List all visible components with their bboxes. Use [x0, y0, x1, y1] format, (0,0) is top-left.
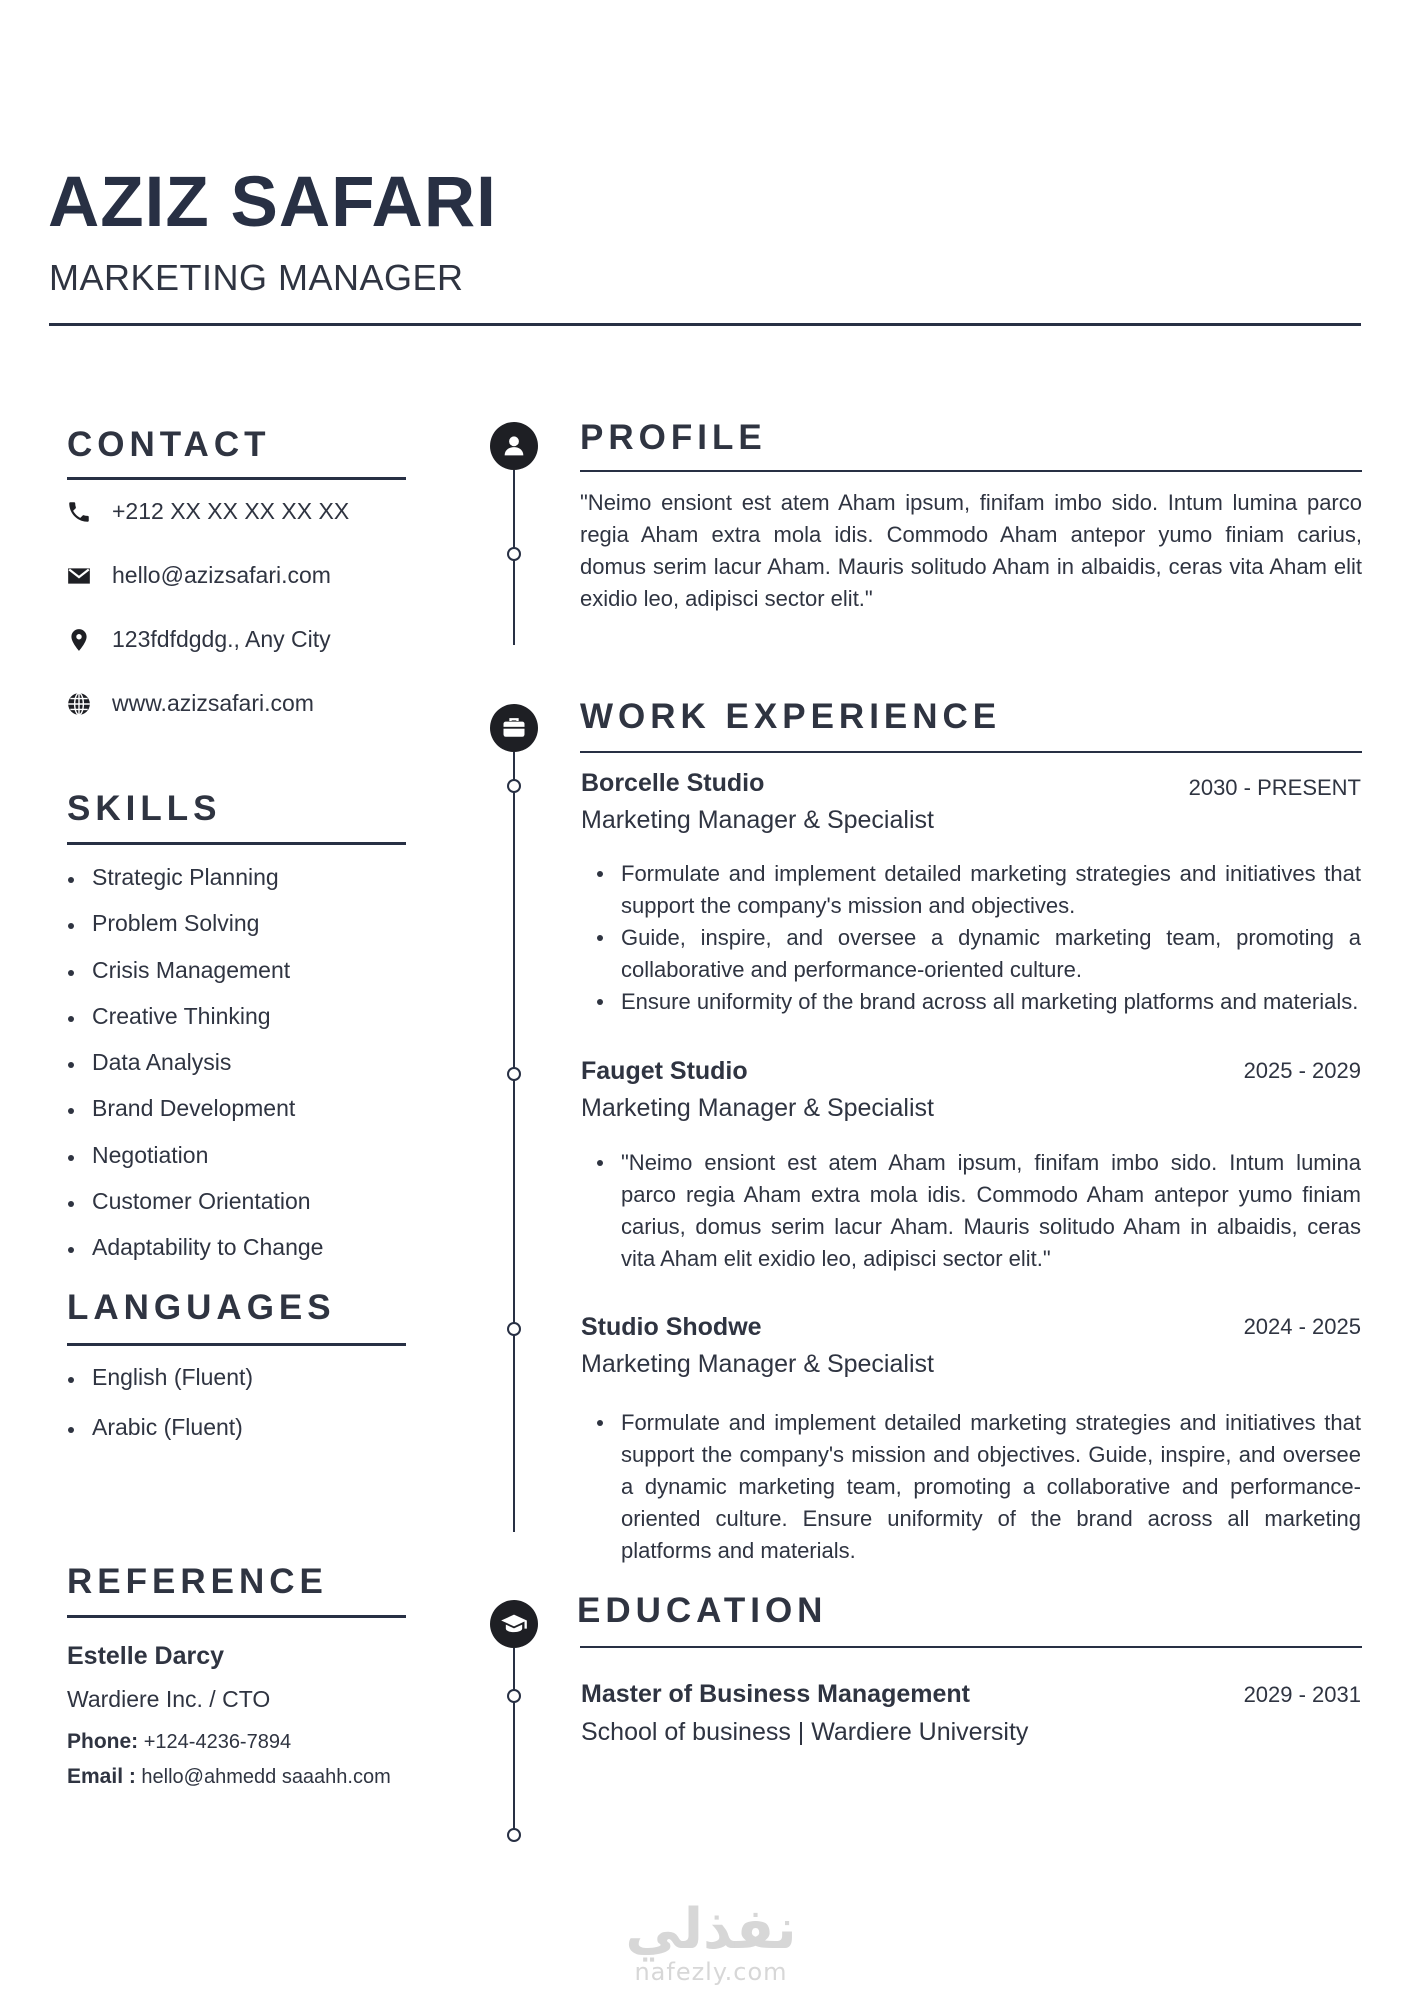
list-item: Crisis Management — [66, 957, 323, 1003]
work-experience-heading: WORK EXPERIENCE — [580, 697, 1002, 736]
job-bullets — [596, 1147, 1361, 1275]
education-heading: EDUCATION — [577, 1591, 828, 1630]
skills-heading: SKILLS — [67, 789, 222, 828]
job-dates: 2025 - 2029 — [1243, 1058, 1361, 1083]
list-item: Customer Orientation — [66, 1188, 323, 1234]
education-school: School of business | Wardiere University — [581, 1718, 1029, 1746]
job-role: Marketing Manager & Specialist — [581, 1094, 934, 1122]
skills-list — [66, 864, 323, 1281]
list-item: Ensure uniformity of the brand across all marketing platforms and materials. — [596, 986, 1361, 1018]
location-icon — [66, 627, 92, 653]
briefcase-icon — [490, 704, 538, 752]
job-role: Marketing Manager & Specialist — [581, 806, 934, 834]
list-item: Formulate and implement detailed marketing strategies and initiatives that support the company's mission and objectives. — [596, 858, 1361, 922]
languages-list — [66, 1364, 253, 1464]
list-item: Adaptability to Change — [66, 1234, 323, 1280]
reference-name: Estelle Darcy — [67, 1642, 225, 1670]
profile-heading: PROFILE — [580, 418, 767, 457]
email-icon — [66, 563, 92, 589]
globe-icon — [66, 691, 92, 717]
phone-icon — [66, 499, 92, 525]
list-item: Creative Thinking — [66, 1003, 323, 1049]
skills-divider — [67, 842, 406, 845]
watermark-arabic: نفذلي — [625, 1897, 797, 1962]
timeline-segment — [513, 1648, 515, 1834]
contact-email — [66, 562, 331, 589]
reference-phone — [67, 1730, 291, 1754]
list-item: Formulate and implement detailed marketing strategies and initiatives that support the company's mission and objectives. Guide, inspire, and oversee a dynamic marketing team, promoting a collaborative and performance-oriented culture. Ensure uniformity of the brand across all marketing platforms and materials. — [596, 1407, 1361, 1567]
job-dates: 2030 - PRESENT — [1188, 775, 1361, 800]
list-item: Negotiation — [66, 1142, 323, 1188]
list-item: Problem Solving — [66, 910, 323, 956]
languages-divider — [67, 1343, 406, 1346]
reference-phone-label: Phone: — [67, 1730, 139, 1753]
contact-email-text: hello@azizsafari.com — [112, 562, 331, 588]
list-item: Brand Development — [66, 1095, 323, 1141]
reference-heading: REFERENCE — [67, 1562, 328, 1601]
job-bullets — [596, 1407, 1361, 1567]
graduation-cap-icon — [490, 1600, 538, 1648]
job-role: Marketing Manager & Specialist — [581, 1350, 934, 1378]
reference-email-label: Email : — [67, 1765, 136, 1788]
watermark — [606, 1897, 816, 1986]
timeline-node — [507, 1322, 521, 1336]
reference-company: Wardiere Inc. / CTO — [67, 1686, 271, 1712]
education-degree: Master of Business Management — [581, 1680, 970, 1708]
contact-address-text: 123fdfdgdg., Any City — [112, 626, 331, 652]
contact-website — [66, 690, 314, 717]
profile-text: "Neimo ensiont est atem Aham ipsum, finifam imbo sido. Intum lumina parco regia Aham extra mola idis. Commodo Aham antepor yumo finiam carius, domus serim lacur Aham. Mauris solitudo Aham in albaidis, ceras vita Aham elit exidio leo, adipisci sector elit." — [580, 490, 1362, 611]
contact-address — [66, 626, 331, 653]
watermark-latin: nafezly.com — [634, 1958, 788, 1986]
reference-phone-value: +124-4236-7894 — [143, 1731, 292, 1753]
timeline-node — [507, 1689, 521, 1703]
reference-divider — [67, 1615, 406, 1618]
profile-divider — [580, 470, 1362, 472]
resume-title: MARKETING MANAGER — [49, 257, 464, 298]
list-item: Strategic Planning — [66, 864, 323, 910]
contact-website-text: www.azizsafari.com — [112, 690, 314, 716]
list-item: Arabic (Fluent) — [66, 1414, 253, 1464]
education-divider — [580, 1646, 1362, 1648]
reference-email — [67, 1765, 391, 1789]
timeline-node — [507, 779, 521, 793]
contact-heading: CONTACT — [67, 425, 271, 464]
contact-divider — [67, 477, 406, 480]
job-dates: 2024 - 2025 — [1243, 1314, 1361, 1339]
job-company: Fauget Studio — [581, 1057, 748, 1085]
job-bullets — [596, 858, 1361, 1018]
languages-heading: LANGUAGES — [67, 1288, 336, 1327]
education-dates: 2029 - 2031 — [1243, 1682, 1361, 1707]
job-company: Studio Shodwe — [581, 1313, 762, 1341]
resume-name: AZIZ SAFARI — [48, 163, 497, 242]
list-item: "Neimo ensiont est atem Aham ipsum, finifam imbo sido. Intum lumina parco regia Aham extra mola idis. Commodo Aham antepor yumo finiam carius, domus serim lacur Aham. Mauris solitudo Aham in albaidis, ceras vita Aham elit exidio leo, adipisci sector elit." — [596, 1147, 1361, 1275]
reference-email-value: hello@ahmedd saaahh.com — [141, 1766, 391, 1788]
job-company: Borcelle Studio — [581, 769, 765, 797]
header-divider — [49, 323, 1361, 326]
contact-phone — [66, 498, 349, 525]
list-item: Guide, inspire, and oversee a dynamic marketing team, promoting a collaborative and performance-oriented culture. — [596, 922, 1361, 986]
list-item: Data Analysis — [66, 1049, 323, 1095]
profile-icon — [490, 422, 538, 470]
timeline-segment — [513, 752, 515, 1532]
work-experience-divider — [580, 751, 1362, 753]
timeline-node — [507, 1067, 521, 1081]
list-item: English (Fluent) — [66, 1364, 253, 1414]
timeline-node — [507, 547, 521, 561]
timeline-node — [507, 1828, 521, 1842]
contact-phone-text: +212 XX XX XX XX XX — [112, 498, 350, 524]
